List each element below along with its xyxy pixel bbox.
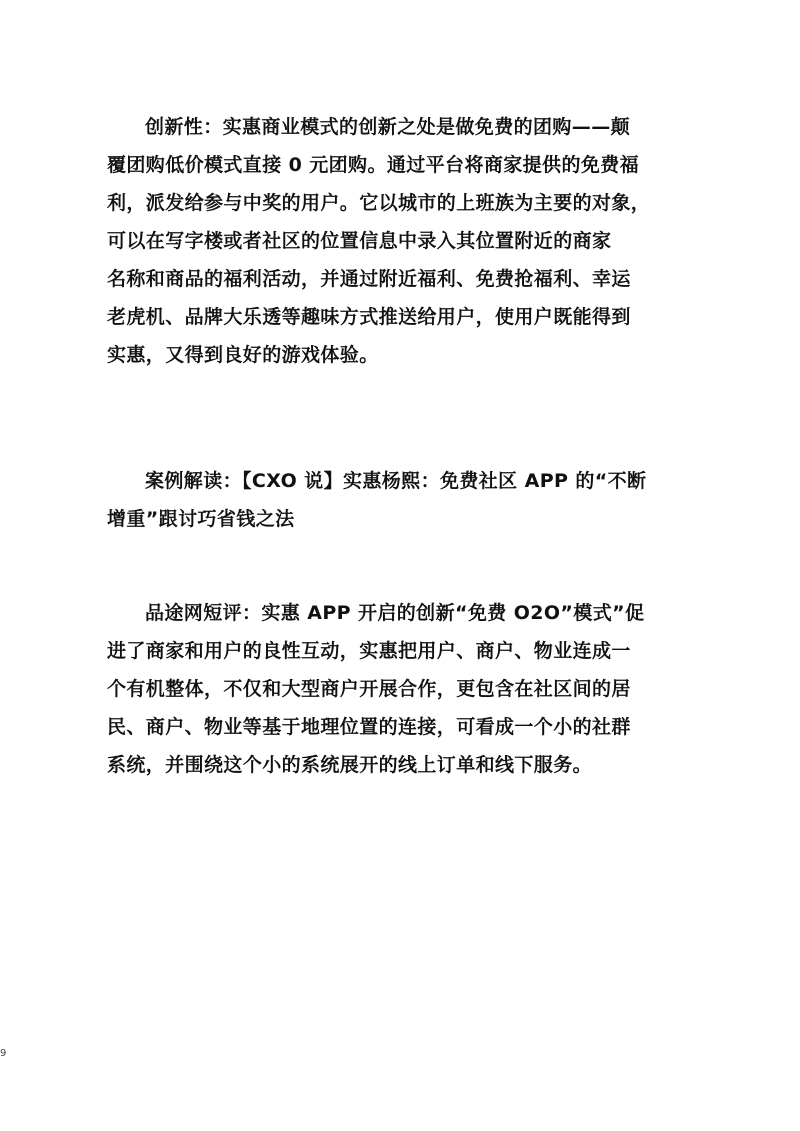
paragraph-line: 个有机整体，不仅和大型商户开展合作，更包含在社区间的居 [107, 678, 631, 700]
page-number: 9 [0, 1048, 7, 1059]
paragraph-line: 实惠，又得到良好的游戏体验。 [107, 344, 379, 366]
paragraph-line: 创新性：实惠商业模式的创新之处是做免费的团购——颠 [145, 116, 631, 138]
paragraph-line: 名称和商品的福利活动，并通过附近福利、免费抢福利、幸运 [107, 268, 631, 290]
paragraph-case-study [107, 462, 697, 538]
paragraph-line: 系统，并围绕这个小的系统展开的线上订单和线下服务。 [107, 754, 593, 776]
paragraph-line: 品途网短评：实惠 APP 开启的创新“免费 O2O”模式”促 [145, 602, 645, 624]
paragraph-line: 利，派发给参与中奖的用户。它以城市的上班族为主要的对象， [107, 192, 651, 214]
paragraph-review [107, 594, 697, 784]
paragraph-line: 进了商家和用户的良性互动，实惠把用户、商户、物业连成一 [107, 640, 631, 662]
paragraph-line: 老虎机、品牌大乐透等趣味方式推送给用户，使用户既能得到 [107, 306, 631, 328]
paragraph-innovation [107, 108, 697, 374]
paragraph-line: 覆团购低价模式直接 0 元团购。通过平台将商家提供的免费福 [107, 154, 640, 176]
paragraph-line: 增重”跟讨巧省钱之法 [107, 508, 295, 530]
paragraph-line: 民、商户、物业等基于地理位置的连接，可看成一个小的社群 [107, 716, 631, 738]
paragraph-line: 可以在写字楼或者社区的位置信息中录入其位置附近的商家 [107, 230, 612, 252]
paragraph-line: 案例解读：【CXO 说】实惠杨熙：免费社区 APP 的“不断 [145, 470, 647, 492]
